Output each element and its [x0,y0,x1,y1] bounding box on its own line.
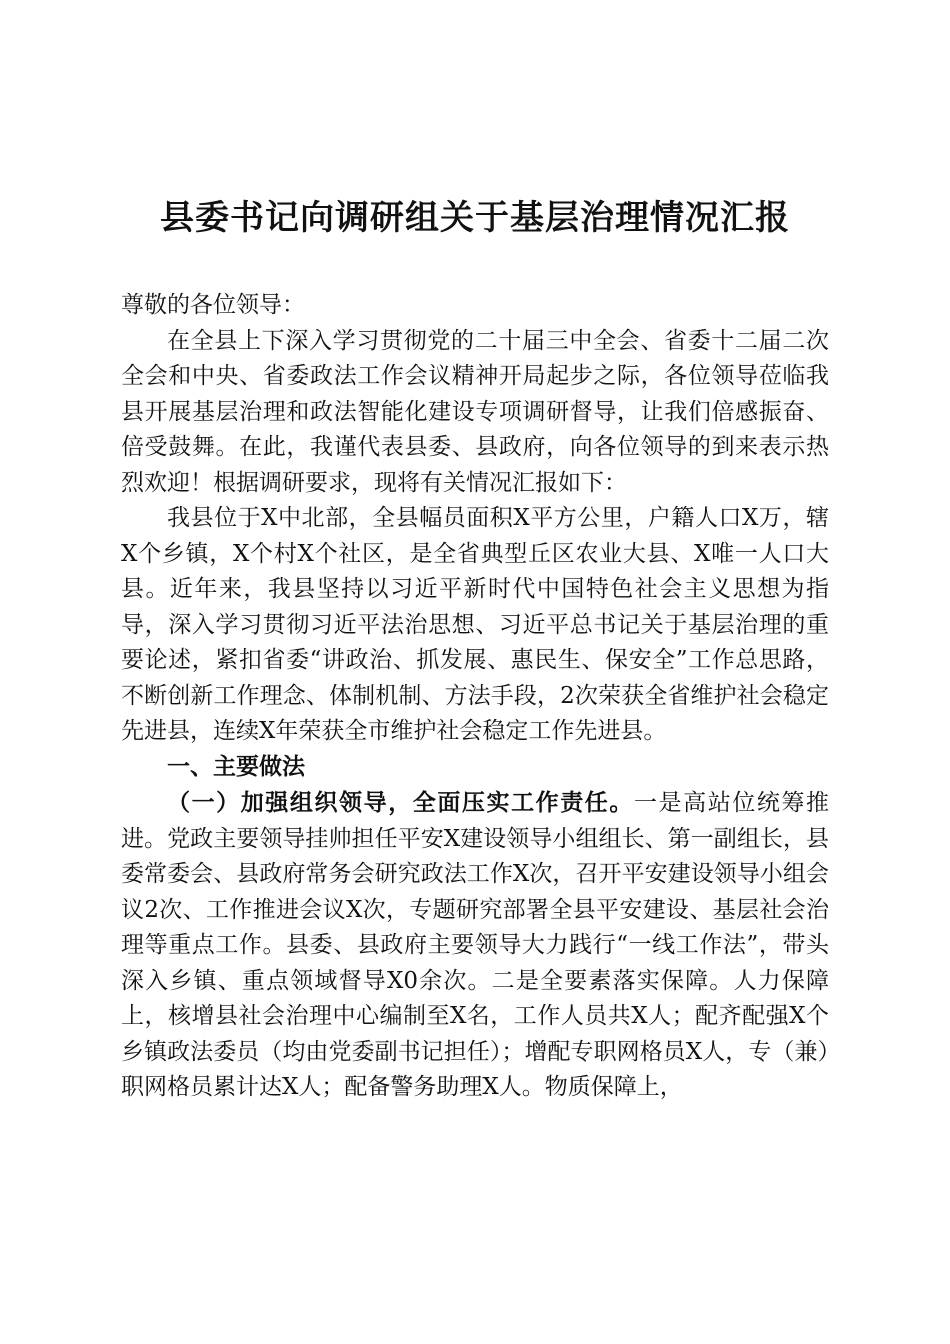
paragraph-intro: 在全县上下深入学习贯彻党的二十届三中全会、省委十二届二次全会和中央、省委政法工作会议精神开局起步之际，各位领导莅临我县开展基层治理和政法智能化建设专项调研督导，让我们倍感振奋、倍受鼓舞。在此，我谨代表县委、县政府，向各位领导的到来表示热烈欢迎！根据调研要求，现将有关情况汇报如下： [121,327,829,496]
document-body [121,288,829,1106]
paragraph-subsection-1 [121,785,829,1106]
document-title: 县委书记向调研组关于基层治理情况汇报 [160,198,790,238]
subsection-1-lead: （一）加强组织领导，全面压实工作责任。 [167,789,634,816]
paragraph-county-overview: 我县位于X中北部，全县幅员面积X平方公里，户籍人口X万，辖X个乡镇，X个村X个社区，是全省典型丘区农业大县、X唯一人口大县。近年来，我县坚持以习近平新时代中国特色社会主义思想为指导，深入学习贯彻习近平法治思想、习近平总书记关于基层治理的重要论述，紧扣省委“讲政治、抓发展、惠民生、保安全”工作总思路，不断创新工作理念、体制机制、方法手段，2次荣获全省维护社会稳定先进县，连续X年荣获全市维护社会稳定工作先进县。 [121,505,829,744]
salutation: 尊敬的各位领导： [121,292,305,318]
subsection-1-text: 一是高站位统筹推进。党政主要领导挂帅担任平安X建设领导小组组长、第一副组长，县委常委会、县政府常务会研究政法工作X次，召开平安建设领导小组会议2次、工作推进会议X次，专题研究部署全县平安建设、基层社会治理等重点工作。县委、县政府主要领导大力践行“一线工作法”，带头深入乡镇、重点领域督导X0余次。二是全要素落实保障。人力保障上，核增县社会治理中心编制至X名，工作人员共X人；配齐配强X个乡镇政法委员（均由党委副书记担任）；增配专职网格员X人，专（兼）职网格员累计达X人；配备警务助理X人。物质保障上， [121,790,830,1100]
section-heading-main-practices: 一、主要做法 [167,753,305,780]
